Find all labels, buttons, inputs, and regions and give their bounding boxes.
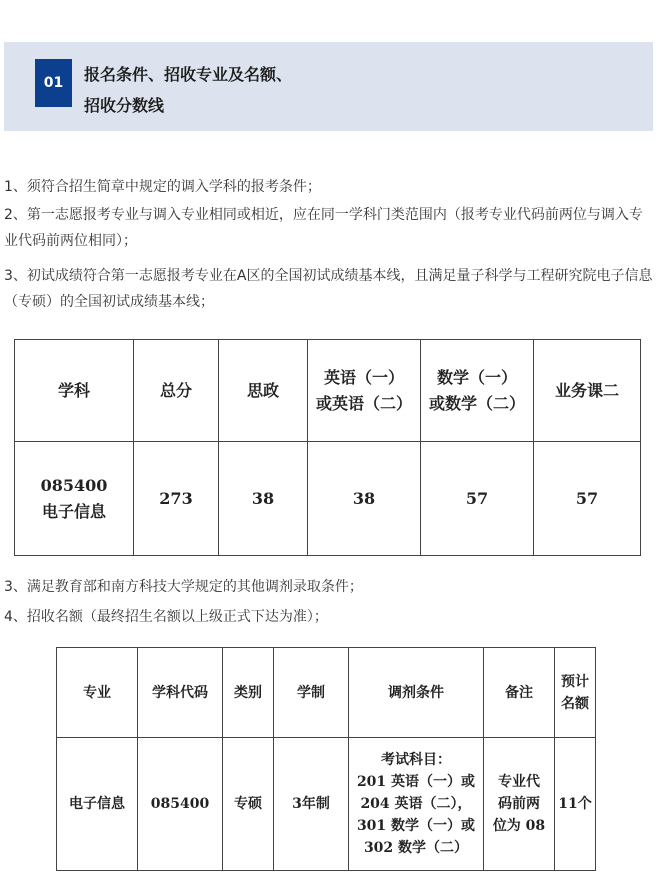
- cell-conditions-line1: 考试科目：: [381, 752, 451, 768]
- cell-note-line2: 码前两: [498, 796, 540, 812]
- cell-note: [484, 738, 555, 871]
- header-quota-line1: 预计: [561, 673, 589, 690]
- cell-english: 38: [308, 442, 421, 556]
- paragraph-2: 2、第一志愿报考专业与调入专业相同或相近，应在同一学科门类范围内（报考专业代码前两位与调入专业代码前两位相同）；: [4, 207, 643, 249]
- cell-quota: 11个: [555, 738, 596, 871]
- cell-conditions-line2: 201 英语（一）或: [356, 774, 476, 790]
- header-english-line1: 英语（一）: [323, 367, 404, 387]
- cell-code: 085400: [138, 738, 223, 871]
- cell-type: 专硕: [223, 738, 274, 871]
- cell-conditions-line3: 204 英语（二），: [360, 796, 472, 812]
- header-total: 总分: [134, 340, 219, 442]
- header-conditions: 调剂条件: [349, 648, 484, 738]
- cell-major: 电子信息: [57, 738, 138, 871]
- paragraph-3: 3、初试成绩符合第一志愿报考专业在A区的全国初试成绩基本线，且满足量子科学与工程研究院电子信息（专硕）的全国初试成绩基本线；: [4, 268, 653, 310]
- header-note: 备注: [484, 648, 555, 738]
- cell-conditions: [349, 738, 484, 871]
- paragraph-1: 1、须符合招生简章中规定的调入学科的报考条件；: [4, 179, 321, 195]
- cell-conditions-line5: 302 数学（二）: [363, 840, 469, 856]
- cell-duration: 3年制: [274, 738, 349, 871]
- section-header: [4, 42, 653, 131]
- cell-subject-code: 085400: [40, 475, 108, 495]
- cell-note-line1: 专业代: [498, 774, 540, 790]
- section-title-line1: 报名条件、招收专业及名额、: [84, 65, 293, 84]
- header-english: [308, 340, 421, 442]
- paragraph-5: 4、招收名额（最终招生名额以上级正式下达为准）；: [4, 609, 328, 625]
- cell-subject: [15, 442, 134, 556]
- cell-subject-name: 电子信息: [41, 501, 106, 521]
- quota-table: [56, 647, 596, 871]
- cell-math: 57: [421, 442, 534, 556]
- header-subject: 学科: [15, 340, 134, 442]
- header-math-line1: 数学（一）: [436, 367, 517, 387]
- header-major: 专业: [57, 648, 138, 738]
- header-quota: [555, 648, 596, 738]
- header-math: [421, 340, 534, 442]
- section-title-line2: 招收分数线: [84, 96, 165, 115]
- cell-total: 273: [134, 442, 219, 556]
- header-politics: 思政: [219, 340, 308, 442]
- cell-politics: 38: [219, 442, 308, 556]
- cell-conditions-line4: 301 数学（一）或: [356, 818, 476, 834]
- cell-professional: 57: [534, 442, 641, 556]
- header-quota-line2: 名额: [561, 695, 589, 712]
- cell-note-line3: 位为 08: [492, 818, 546, 834]
- paragraph-4: 3、满足教育部和南方科技大学规定的其他调剂录取条件；: [4, 579, 363, 595]
- header-code: 学科代码: [138, 648, 223, 738]
- score-line-table: [14, 339, 641, 556]
- header-duration: 学制: [274, 648, 349, 738]
- header-type: 类别: [223, 648, 274, 738]
- section-number-badge: 01: [35, 59, 72, 107]
- header-math-line2: 或数学（二）: [428, 393, 525, 413]
- header-professional: 业务课二: [534, 340, 641, 442]
- header-english-line2: 或英语（二）: [315, 393, 412, 413]
